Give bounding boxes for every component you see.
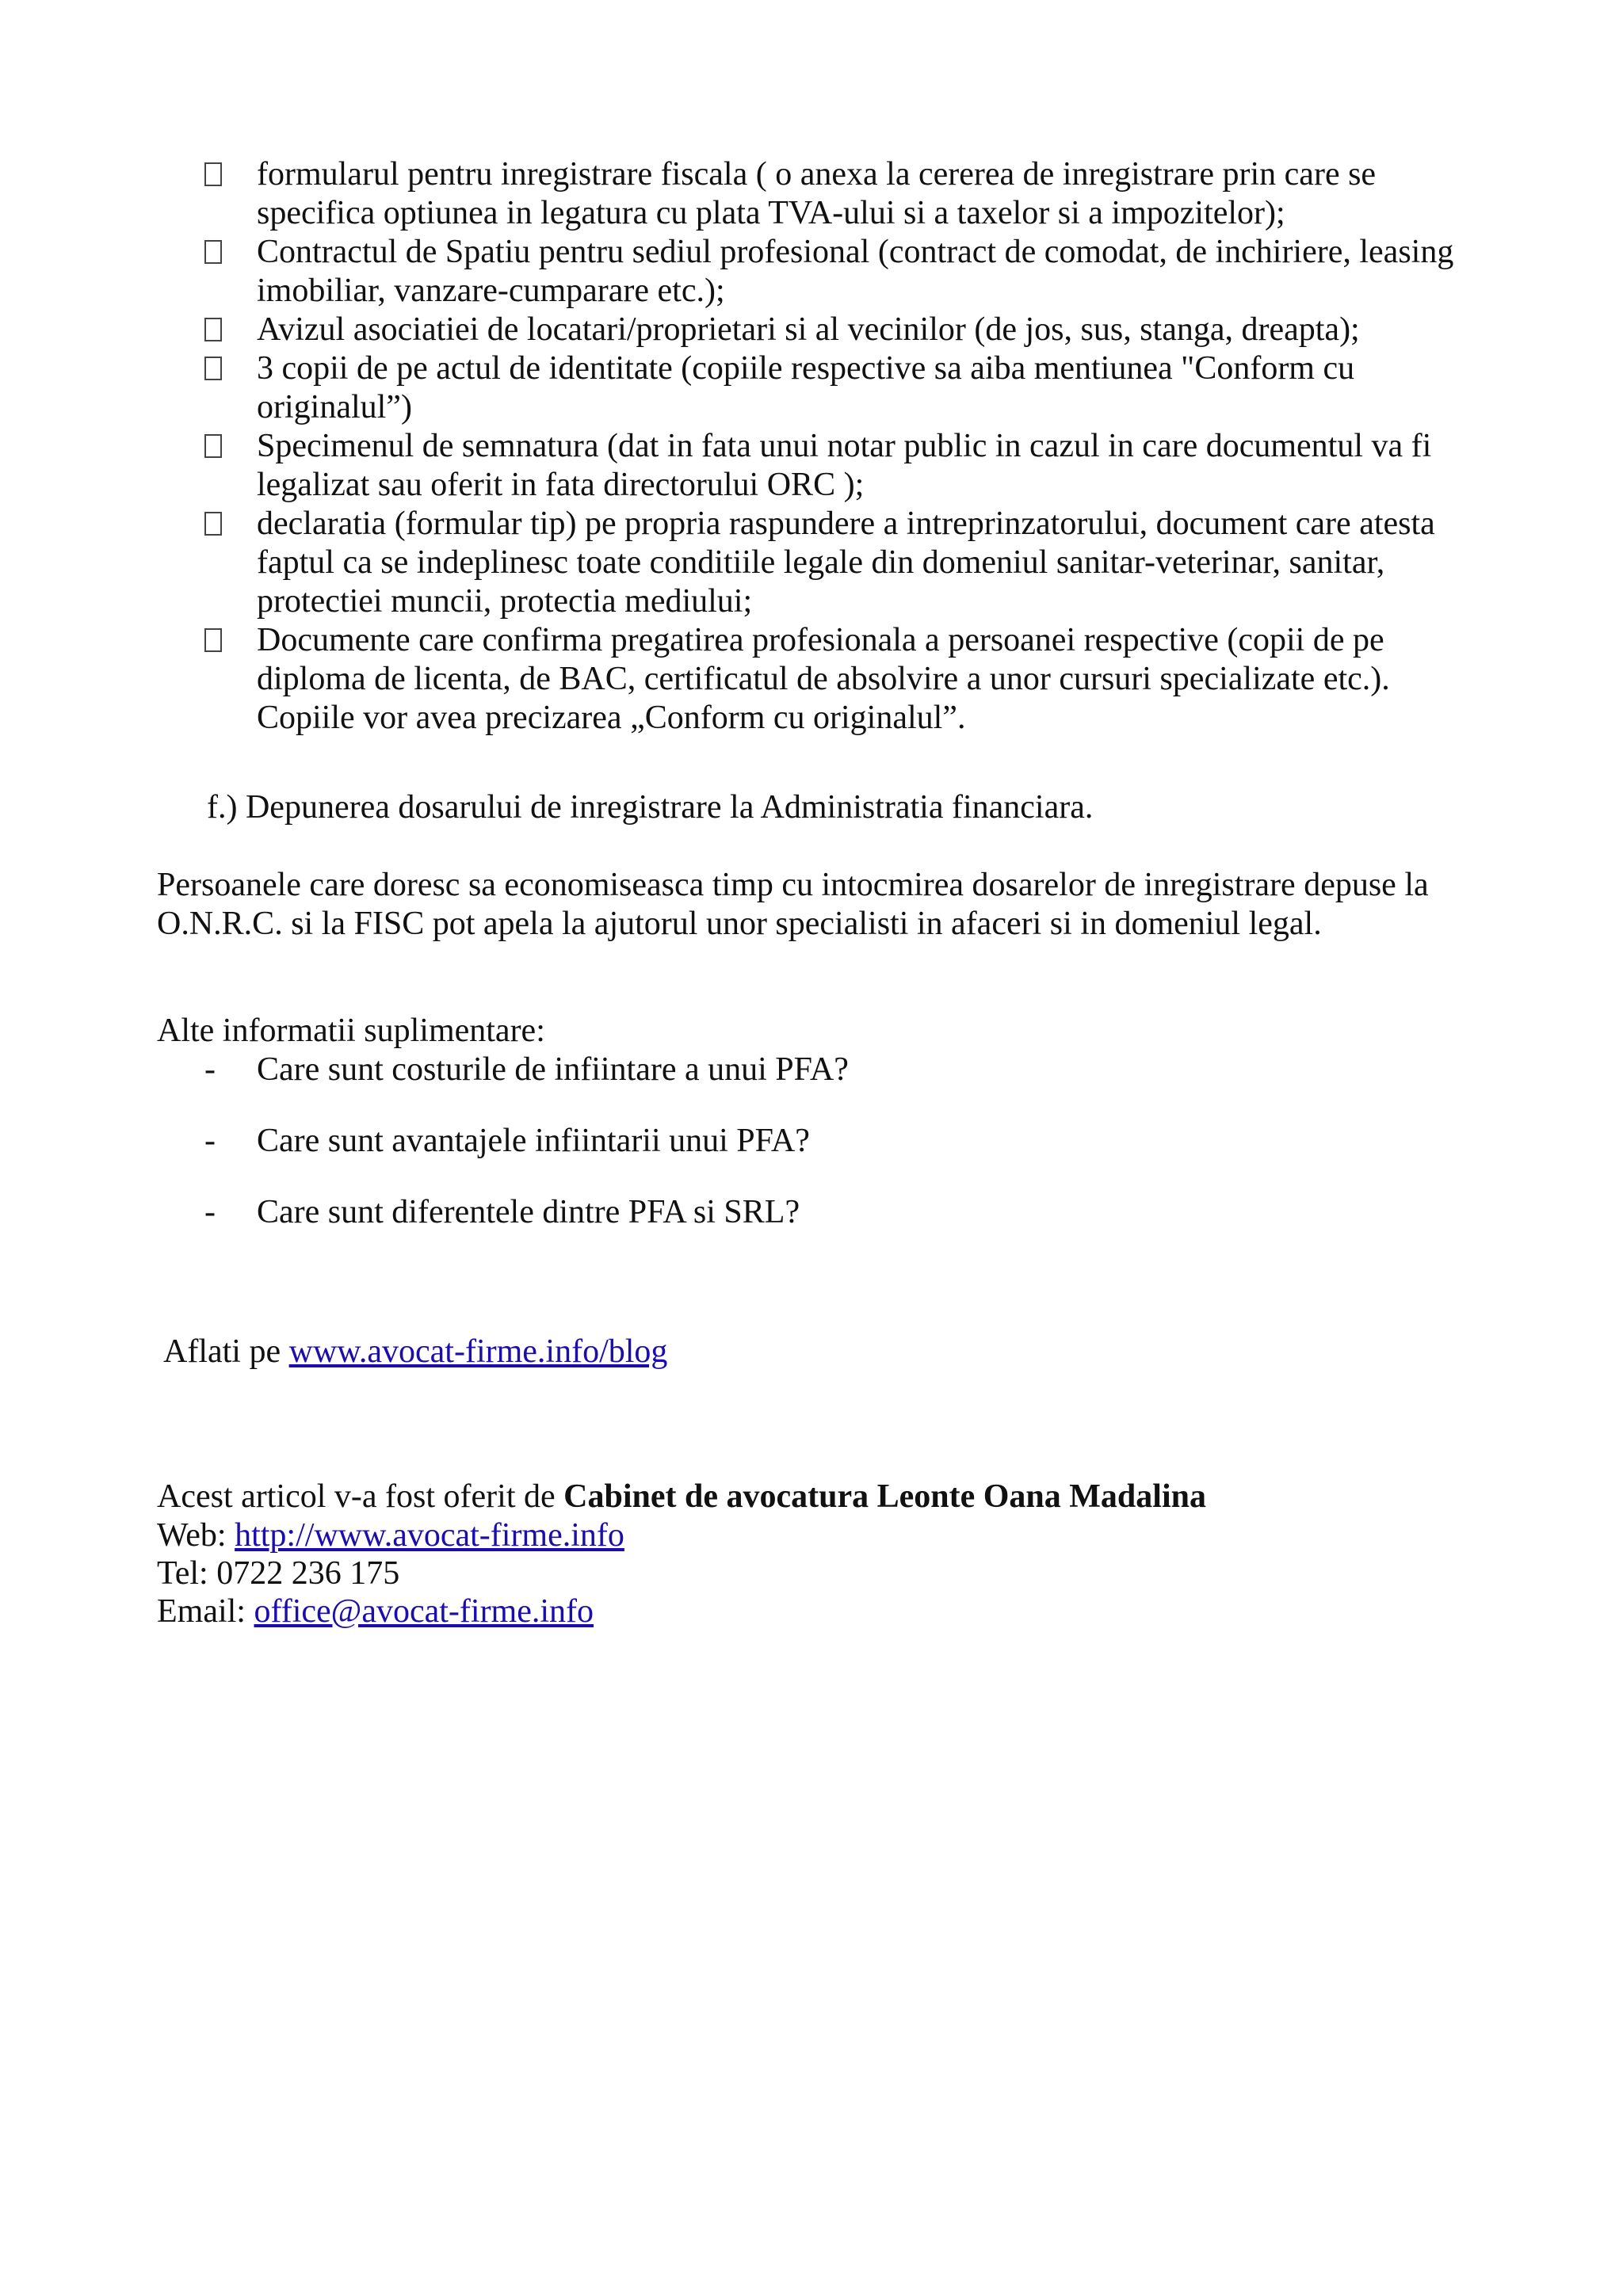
step-f-text: f.) Depunerea dosarului de inregistrare la Administratia financiara. — [207, 789, 1094, 826]
list-item-line: Specimenul de semnatura (dat in fata unui notar public in cazul in care documentul va fi — [257, 428, 1432, 464]
email-link[interactable]: office@avocat-firme.info — [254, 1593, 594, 1630]
dash-bullet: - — [204, 1123, 216, 1159]
question-text: Care sunt diferentele dintre PFA si SRL? — [257, 1194, 800, 1230]
blog-link[interactable]: www.avocat-firme.info/blog — [288, 1333, 668, 1370]
web-line — [157, 1516, 624, 1555]
bullet-placeholder-icon — [204, 357, 222, 380]
list-item-line: legalizat sau oferit in fata directorului ORC ); — [257, 467, 865, 503]
bullet-placeholder-icon — [204, 434, 222, 458]
list-item — [0, 505, 1469, 621]
list-item-line: Documente care confirma pregatirea profesionala a persoanei respective (copii de pe — [257, 622, 1384, 658]
bullet-placeholder-icon — [204, 240, 222, 264]
firm-name: Cabinet de avocatura Leonte Oana Madalina — [563, 1478, 1206, 1515]
bullet-placeholder-icon — [204, 628, 222, 652]
list-item-line: diploma de licenta, de BAC, certificatul de absolvire a unor cursuri specializate etc.). — [257, 661, 1390, 697]
list-item-line: declaratia (formular tip) pe propria raspundere a intreprinzatorului, document care atesta — [257, 505, 1435, 542]
question-text: Care sunt avantajele infiintarii unui PFA? — [257, 1123, 810, 1159]
list-item-line: specifica optiunea in legatura cu plata TVA-ului si a taxelor si a impozitelor); — [257, 195, 1285, 231]
phone-line: Tel: 0722 236 175 — [157, 1555, 400, 1592]
list-item-line: faptul ca se indeplinesc toate conditiile legale din domeniul sanitar-veterinar, sanitar, — [257, 544, 1385, 581]
list-item-line: protectiei muncii, protectia mediului; — [257, 583, 753, 620]
list-item-line: Avizul asociatiei de locatari/proprietari si al vecinilor (de jos, sus, stanga, dreapta); — [257, 311, 1360, 348]
list-item — [0, 311, 1469, 349]
question-item — [0, 1051, 1623, 1089]
list-item — [0, 621, 1469, 738]
bullet-placeholder-icon — [204, 162, 222, 186]
question-item — [0, 1193, 1623, 1232]
list-item-line: originalul”) — [257, 389, 412, 425]
dash-bullet: - — [204, 1051, 216, 1088]
find-out-line — [163, 1333, 1471, 1371]
specialists-paragraph — [157, 866, 1465, 944]
email-label: Email: — [157, 1593, 254, 1630]
required-documents-list — [0, 155, 1623, 738]
offer-line — [157, 1478, 1206, 1516]
website-link[interactable]: http://www.avocat-firme.info — [235, 1517, 624, 1554]
bullet-placeholder-icon — [204, 512, 222, 536]
list-item-line: 3 copii de pe actul de identitate (copiile respective sa aiba mentiunea "Conform cu — [257, 350, 1355, 387]
extra-info-heading: Alte informatii suplimentare: — [157, 1013, 545, 1049]
list-item-line: Copiile vor avea precizarea „Conform cu originalul”. — [257, 700, 966, 736]
list-item-line: Contractul de Spatiu pentru sediul profesional (contract de comodat, de inchiriere, leasing — [257, 234, 1454, 270]
find-out-prefix: Aflati pe — [163, 1333, 289, 1370]
offer-prefix: Acest articol v-a fost oferit de — [157, 1478, 564, 1515]
question-text: Care sunt costurile de infiintare a unui PFA? — [257, 1051, 849, 1088]
paragraph-line: O.N.R.C. si la FISC pot apela la ajutorul unor specialisti in afaceri si in domeniul legal. — [157, 906, 1322, 942]
extra-info-questions — [0, 1051, 1623, 1264]
web-label: Web: — [157, 1517, 235, 1554]
email-line — [157, 1592, 594, 1631]
question-item — [0, 1122, 1623, 1161]
list-item-line: imobiliar, vanzare-cumparare etc.); — [257, 273, 725, 309]
bullet-placeholder-icon — [204, 318, 222, 341]
list-item — [0, 427, 1469, 505]
list-item — [0, 233, 1469, 311]
list-item — [0, 155, 1469, 233]
paragraph-line: Persoanele care doresc sa economiseasca timp cu intocmirea dosarelor de inregistrare depuse la — [157, 867, 1429, 903]
list-item-line: formularul pentru inregistrare fiscala ( o anexa la cererea de inregistrare prin care se — [257, 156, 1377, 193]
dash-bullet: - — [204, 1194, 216, 1230]
list-item — [0, 349, 1469, 427]
